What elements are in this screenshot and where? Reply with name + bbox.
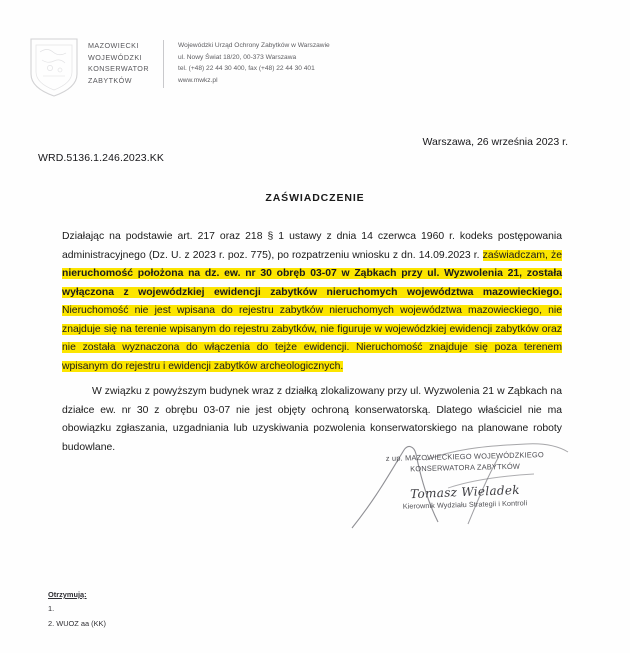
recipients-label: Otrzymują:: [48, 590, 87, 599]
signature-stamp: [340, 449, 590, 477]
highlight-lead-text: zaświadczam, że: [482, 249, 562, 261]
paragraph-one-intro: Działając na podstawie art. 217 oraz 218 § 1 ustawy z dnia 14 czerwca 1960 r. kodeks postępowania administracyjnego (Dz. U. z 2023 r. poz. 775), po rozpatrzeniu wniosku z dn. 14.09.2023 r.: [62, 231, 562, 261]
highlight-trailing-text: Nieruchomość nie jest wpisana do rejestru zabytków nieruchomych województwa mazowieckiego, nie znajduje się na terenie wpisanym do rejestru zabytków, nie figuruje w wojewódzkiej ewidencji zabytków oraz nie została wyznaczona do włączenia do tejże ewidencji. Nieruchomość znajduje się poza terenem wpisanym do rejestru i ewidencji zabytków archeologicznych.: [62, 305, 562, 372]
office-name-line-3: KONSERWATOR: [88, 64, 149, 74]
signature-stamp-line-2: KONSERWATORA ZABYTKÓW: [410, 461, 521, 474]
highlight-bold-statement: nieruchomość położona na dz. ew. nr 30 obręb 03-07 w Ząbkach przy ul. Wyzwolenia 21, została wyłączona z wojewódzkiej ewidencji zabytków nieruchomych województwa mazowieckiego.: [62, 268, 562, 298]
document-body: [62, 228, 562, 464]
paragraph-one: [62, 228, 562, 376]
contact-street: ul. Nowy Świat 18/20, 00-373 Warszawa: [178, 53, 297, 61]
reference-number: WRD.5136.1.246.2023.KK: [38, 152, 164, 164]
signature-block: [340, 450, 590, 512]
header-divider: [163, 40, 164, 88]
office-name-block: [88, 36, 149, 87]
contact-website: www.mwkz.pl: [178, 76, 218, 84]
contact-block: [178, 36, 330, 86]
letterhead: [28, 36, 330, 98]
place-and-date: Warszawa, 26 września 2023 r.: [422, 136, 568, 148]
contact-address-office: Wojewódzki Urząd Ochrony Zabytków w Warszawie: [178, 42, 330, 49]
office-name-line-4: ZABYTKÓW: [88, 75, 132, 85]
paragraph-two: W związku z powyższym budynek wraz z działką zlokalizowany przy ul. Wyzwolenia 21 w Ząbkach na działce ew. nr 30 z obrębu 03-07 nie jest objęty ochroną konserwatorską. Dlatego właściciel nie ma obowiązku zgłaszania, uzgadniania lub uzyskiwania pozwolenia konserwatorskiego na planowane roboty budowlane.: [62, 386, 562, 453]
shield-crest-icon: [28, 36, 80, 98]
signatory-role: Kierownik Wydziału Strategii i Kontroli: [402, 498, 528, 512]
recipient-item-1: 1.: [48, 604, 55, 614]
recipients-block: [48, 588, 106, 631]
signatory-name: Tomasz Wieladek: [409, 483, 521, 502]
recipient-item-2: 2. WUOZ aa (KK): [48, 618, 106, 628]
page-title: ZAŚWIADCZENIE: [265, 192, 365, 204]
signature-stamp-line-1: z up. MAZOWIECKIEGO WOJEWÓDZKIEGO: [385, 450, 544, 463]
office-name-line-1: MAZOWIECKI: [88, 41, 139, 50]
office-name-line-2: WOJEWÓDZKI: [88, 52, 143, 62]
contact-phone: tel. (+48) 22 44 30 400, fax (+48) 22 44 30 401: [178, 65, 315, 73]
